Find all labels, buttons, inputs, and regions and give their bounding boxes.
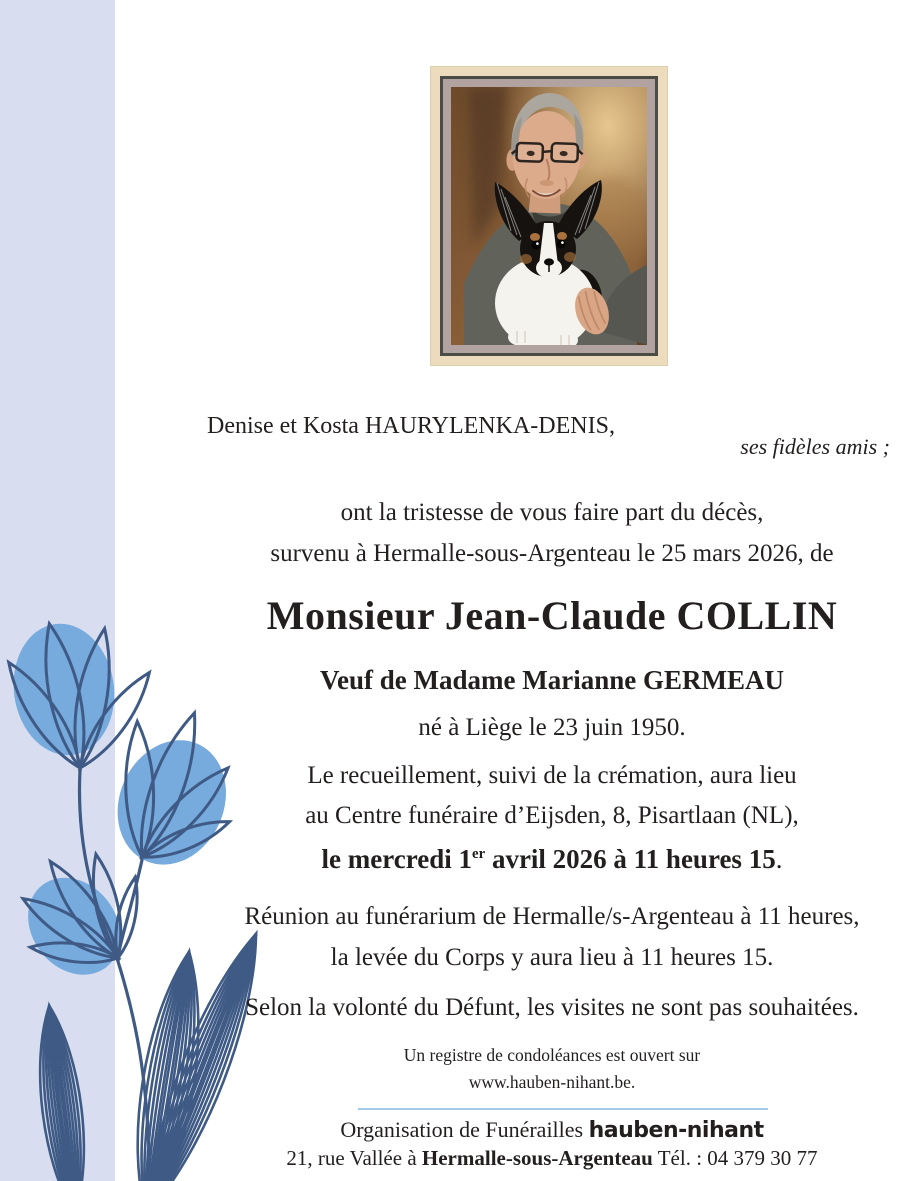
ceremony-date-ordinal: er <box>472 846 486 862</box>
ceremony-date-suffix: avril 2026 à 11 heures 15 <box>485 844 776 874</box>
funeral-home-brand: hauben-nihant <box>588 1118 764 1143</box>
ceremony-line-2: au Centre funéraire d’Eijsden, 8, Pisartlaan (NL), <box>305 802 799 829</box>
ceremony-date-period: . <box>775 844 783 874</box>
widower-line: Veuf de Madame Marianne GERMEAU <box>320 665 784 695</box>
meeting-line-1: Réunion au funérarium de Hermalle/s-Argenteau à 11 heures, <box>244 903 860 930</box>
intro-line-1: ont la tristesse de vous faire part du décès, <box>340 499 764 526</box>
relation-label: ses fidèles amis ; <box>740 434 890 459</box>
wishes-line: Selon la volonté du Défunt, les visites ne sont pas souhaitées. <box>245 994 859 1021</box>
address-phone: Tél. : 04 379 30 77 <box>652 1146 818 1170</box>
photo-mat <box>443 79 655 353</box>
address-line <box>188 1146 916 1171</box>
ceremony-date-line <box>188 844 916 875</box>
birth-line: né à Liège le 23 juin 1950. <box>418 714 686 741</box>
address-city: Hermalle-sous-Argenteau <box>421 1146 653 1170</box>
intro-line-2: survenu à Hermalle-sous-Argenteau le 25 mars 2026, de <box>270 540 834 567</box>
footer-separator-line <box>358 1108 768 1110</box>
meeting-line-2: la levée du Corps y aura lieu à 11 heures 15. <box>330 944 774 971</box>
ceremony-date-prefix: le mercredi 1 <box>321 844 472 874</box>
relatives-names: Denise et Kosta HAURYLENKA-DENIS, <box>207 413 615 439</box>
deceased-name: Monsieur Jean-Claude COLLIN <box>266 593 838 638</box>
photo-frame <box>430 66 668 366</box>
photo-frame-inner-border <box>440 76 658 356</box>
portrait-photo-man-with-papillon-dog <box>451 87 647 345</box>
organisation-line <box>188 1117 916 1143</box>
register-line: Un registre de condoléances est ouvert sur <box>403 1045 701 1065</box>
ceremony-line-1: Le recueillement, suivi de la crémation, aura lieu <box>307 762 797 789</box>
organisation-label: Organisation de Funérailles <box>340 1117 589 1142</box>
address-prefix: 21, rue Vallée à <box>286 1146 422 1170</box>
register-url: www.hauben-nihant.be. <box>468 1072 636 1092</box>
